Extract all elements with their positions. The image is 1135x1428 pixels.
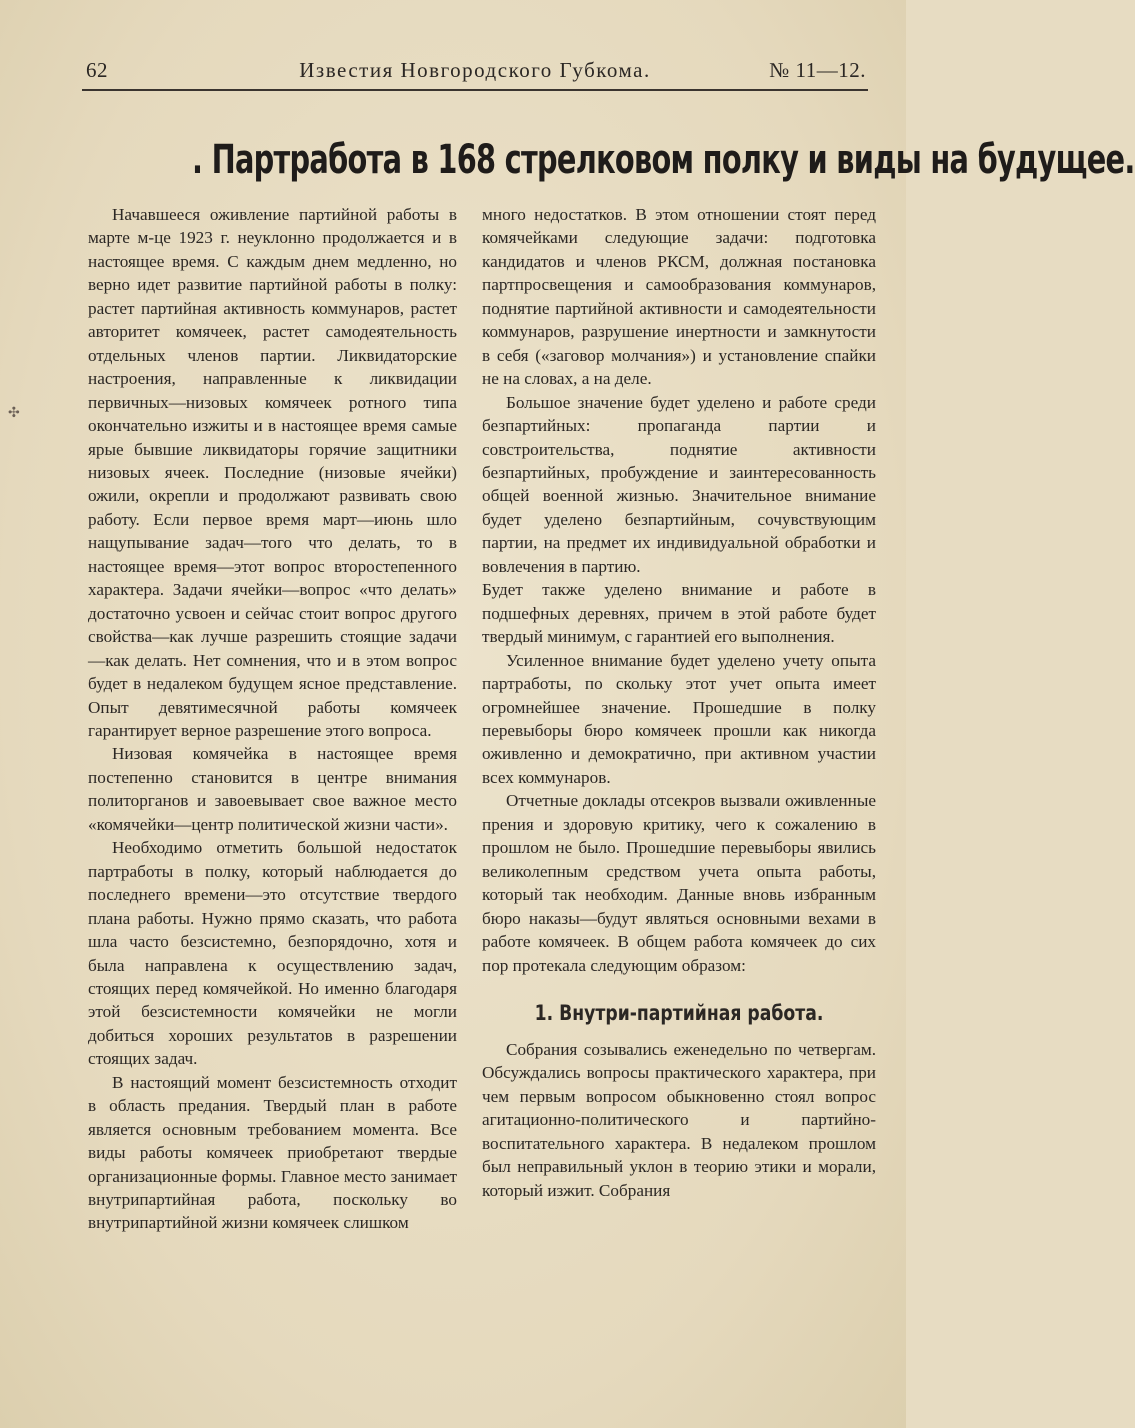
paragraph: Будет также уделено внимание и работе в подшефных деревнях, причем в этой работе будет твердый минимум, с гарантией его выполнения.: [482, 580, 876, 647]
paragraph: Начавшееся оживление партийной работы в марте м-це 1923 г. неуклонно продолжается и в настоящее время. С каждым днем медленно, но верно идет развитие партийной работы в полку: растет партийная активность коммунаров, растет авторитет комячеек, растет самодеятельность отдельных членов партии. Ликвидаторские настроения, направленные к ликвидации первичных—низовых комячеек ротного типа окончательно изжиты и в настоящее время самые ярые бывшие ликвидаторы горячие защитники низовых ячеек. Последние (низовые ячейки) ожили, окрепли и продолжают развивать свою работу. Если первое время март—июнь шло нащупывание задач—того что делать, то в настоящее время—этот вопрос второстепенного характера. Задачи ячейки—вопрос «что делать» достаточно усвоен и сейчас стоит вопрос другого свойства—как лучше разрешить стоящие задачи—как делать. Нет сомнения, что и в этом вопрос будет в недалеком будущем ясное представление. Опыт девятимесячной работы комячеек гарантирует верное разрешение этого вопроса.: [88, 205, 457, 740]
issue-number: № 11—12.: [769, 58, 866, 82]
paragraph: Отчетные доклады отсекров вызвали оживленные прения и здоровую критику, чего к сожалению в прошлом не было. Прошедшие перевыборы явились великолепным средством учета опыта работы, который так необходим. Данные вновь избранным бюро наказы—будут являться основными вехами в работе комячеек. В общем работа комячеек до сих пор протекала следующим образом:: [482, 791, 876, 975]
paragraph: Усиленное внимание будет уделено учету опыта партработы, по скольку этот учет опыта имеет огромнейшее значение. Прошедшие в полку перевыборы бюро комячеек прошли как никогда оживленно и демократично, при активном участии всех коммунаров.: [482, 650, 876, 787]
left-column: [88, 203, 457, 1235]
running-header: [82, 56, 868, 88]
paragraph: В настоящий момент безсистемность отходит в область предания. Твердый план в работе является основным требованием момента. Все виды работы комячеек приобретают твердые организационные формы. Главное место занимает внутрипартийная работа, поскольку во внутрипартийной жизни комячеек слишком: [88, 1072, 457, 1233]
paragraph: много недостатков. В этом отношении стоят перед комячейками следующие задачи: подготовка кандидатов и членов РКСМ, должная постановка партпросвещения и самообразования коммунаров, поднятие партийной активности и самодеятельности коммунаров, разрушение инертности и замкнутости в себя («заговор молчания») и установление спайки не на словах, а на деле.: [482, 205, 876, 389]
paragraph: Низовая комячейка в настоящее время постепенно становится в центре внимания политорганов и завоевывает свое важное место «комячейки—центр политической жизни части».: [88, 744, 457, 834]
paragraph: Собрания созывались еженедельно по четвергам. Обсуждались вопросы практического характера, при чем первым вопросом обыкновенно стоял вопрос агитационно-политического и партийно-воспитательного характера. В недалеком прошлом был неправильный уклон в теорию этики и морали, который изжит. Собрания: [482, 1039, 876, 1200]
article-title: . Партработа в 168 стрелковом полку и виды на будущее.: [192, 137, 1135, 183]
paragraph: Необходимо отметить большой недостаток партработы в полку, который наблюдается до последнего времени—это отсутствие твердого плана работы. Нужно прямо сказать, что работа шла часто безсистемно, безпорядочно, хотя и была направлена к осуществлению задач, стоящих перед комячейкой. Но именно благодаря этой безсистемности комячейки не могли добиться хороших результатов в разрешении стоящих задач.: [88, 838, 457, 1069]
paragraph: Большое значение будет уделено и работе среди безпартийных: пропаганда партии и совстроительства, поднятие активности безпартийных, пробуждение и заинтересованность общей военной жизнью. Значительное внимание будет уделено безпартийным, сочувствующим партии, на предмет их индивидуальной обработки и вовлечения в партию.: [482, 392, 876, 576]
header-rule: [82, 89, 868, 91]
section-heading: 1. Внутри-партийная работа.: [534, 1000, 824, 1025]
page-number: 62: [86, 58, 108, 82]
margin-mark-icon: ✣: [8, 405, 20, 421]
journal-title: Известия Новгородского Губкома.: [299, 58, 651, 82]
right-column: [482, 203, 876, 1202]
